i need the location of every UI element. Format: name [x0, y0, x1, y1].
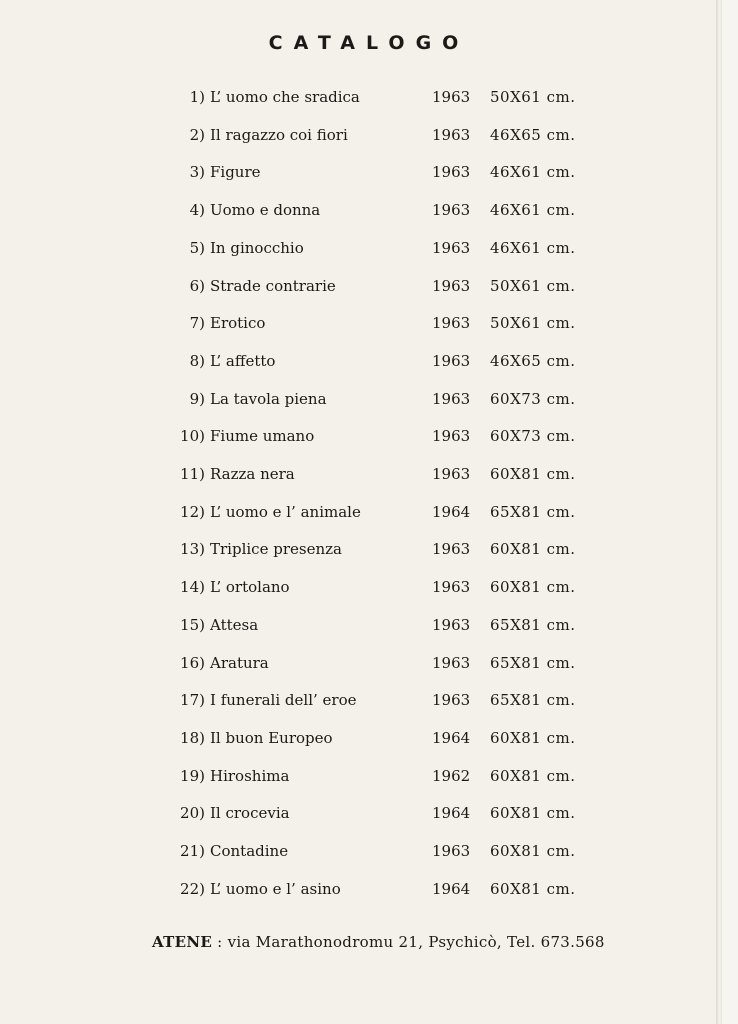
- catalog-item: [0, 880, 738, 906]
- item-year: 1964: [432, 804, 471, 823]
- catalog-item: [0, 352, 738, 378]
- item-number: 14): [180, 578, 205, 597]
- item-year: 1963: [432, 615, 471, 634]
- page-title: CATALOGO: [268, 32, 470, 54]
- item-number: 21): [180, 842, 205, 860]
- item-dimensions: 65X81 cm.: [490, 653, 576, 672]
- catalog-item: [0, 842, 738, 868]
- item-number: 11): [180, 465, 205, 483]
- item-number: 4): [189, 201, 205, 220]
- item-dimensions: 60X81 cm.: [490, 578, 576, 597]
- item-number: 17): [180, 691, 205, 710]
- item-dimensions: 50X61 cm.: [490, 314, 576, 333]
- item-number: 19): [180, 766, 205, 785]
- footer-address-text: via Marathonodromu 21, Psychicò, Tel. 673.568: [227, 933, 605, 951]
- item-number: 5): [189, 238, 205, 257]
- item-number: 20): [180, 804, 205, 823]
- catalog-item: [0, 616, 738, 642]
- catalog-item: [0, 691, 738, 717]
- item-title: Razza nera: [210, 465, 295, 483]
- item-year: 1963: [432, 389, 471, 408]
- item-number: 13): [180, 540, 205, 559]
- item-title: Fiume umano: [210, 427, 315, 446]
- catalog-item: [0, 277, 738, 303]
- item-number: 22): [180, 879, 205, 898]
- catalog-item: [0, 163, 738, 189]
- item-dimensions: 50X61 cm.: [490, 276, 576, 295]
- item-dimensions: 60X81 cm.: [490, 465, 576, 483]
- item-number: 10): [180, 427, 205, 446]
- item-year: 1963: [432, 163, 471, 182]
- item-number: 12): [180, 502, 205, 521]
- footer-address: [152, 933, 605, 951]
- item-dimensions: 50X61 cm.: [490, 88, 576, 106]
- item-title: Attesa: [210, 615, 259, 634]
- item-dimensions: 46X65 cm.: [490, 125, 576, 144]
- item-dimensions: 60X81 cm.: [490, 540, 576, 559]
- item-year: 1963: [432, 351, 471, 370]
- item-title: Triplice presenza: [210, 540, 342, 559]
- catalog-item: [0, 201, 738, 227]
- catalog-item: [0, 767, 738, 793]
- item-title: Aratura: [210, 653, 269, 672]
- catalog-item: [0, 540, 738, 566]
- item-year: 1964: [432, 502, 471, 521]
- catalog-item: [0, 427, 738, 453]
- item-number: 2): [189, 125, 205, 144]
- item-title: Contadine: [210, 842, 289, 860]
- item-dimensions: 46X61 cm.: [490, 201, 576, 220]
- item-title: In ginocchio: [210, 238, 304, 257]
- item-title: L’ uomo e l’ animale: [210, 502, 361, 521]
- item-year: 1963: [432, 465, 471, 483]
- item-year: 1963: [432, 314, 471, 333]
- item-title: Erotico: [210, 314, 266, 333]
- item-title: L’ uomo e l’ asino: [210, 879, 341, 898]
- item-title: La tavola piena: [210, 389, 327, 408]
- item-number: 1): [189, 88, 205, 106]
- item-title: Hiroshima: [210, 766, 290, 785]
- footer-separator: :: [217, 933, 223, 951]
- item-number: 7): [189, 314, 205, 333]
- item-title: Uomo e donna: [210, 201, 321, 220]
- item-dimensions: 60X73 cm.: [490, 427, 576, 446]
- item-number: 9): [189, 389, 205, 408]
- item-number: 3): [189, 163, 205, 182]
- item-dimensions: 65X81 cm.: [490, 615, 576, 634]
- catalog-item: [0, 239, 738, 265]
- item-dimensions: 46X65 cm.: [490, 351, 576, 370]
- item-year: 1964: [432, 879, 471, 898]
- catalog-item: [0, 88, 738, 114]
- item-year: 1963: [432, 691, 471, 710]
- item-dimensions: 65X81 cm.: [490, 502, 576, 521]
- catalog-item: [0, 654, 738, 680]
- item-year: 1962: [432, 766, 471, 785]
- item-title: I funerali dell’ eroe: [210, 691, 357, 710]
- item-title: Strade contrarie: [210, 276, 336, 295]
- item-year: 1963: [432, 201, 471, 220]
- item-year: 1963: [432, 276, 471, 295]
- catalog-item: [0, 314, 738, 340]
- item-number: 8): [189, 351, 205, 370]
- catalog-item: [0, 390, 738, 416]
- item-title: Figure: [210, 163, 261, 182]
- catalog-item: [0, 503, 738, 529]
- catalog-item: [0, 126, 738, 152]
- item-year: 1963: [432, 842, 471, 860]
- item-dimensions: 60X81 cm.: [490, 804, 576, 823]
- item-number: 18): [180, 728, 205, 747]
- item-year: 1963: [432, 125, 471, 144]
- item-dimensions: 60X81 cm.: [490, 842, 576, 860]
- item-title: L’ uomo che sradica: [210, 88, 360, 106]
- item-title: Il buon Europeo: [210, 728, 333, 747]
- item-year: 1963: [432, 88, 471, 106]
- item-year: 1963: [432, 578, 471, 597]
- item-dimensions: 60X81 cm.: [490, 766, 576, 785]
- item-year: 1963: [432, 238, 471, 257]
- item-title: Il ragazzo coi fiori: [210, 125, 348, 144]
- item-year: 1963: [432, 540, 471, 559]
- catalog-item: [0, 578, 738, 604]
- item-year: 1963: [432, 653, 471, 672]
- item-dimensions: 60X73 cm.: [490, 389, 576, 408]
- catalog-item: [0, 465, 738, 491]
- item-dimensions: 46X61 cm.: [490, 238, 576, 257]
- item-number: 15): [180, 615, 205, 634]
- item-title: L’ ortolano: [210, 578, 290, 597]
- item-year: 1963: [432, 427, 471, 446]
- item-title: Il crocevia: [210, 804, 290, 823]
- footer-city: ATENE: [152, 933, 213, 951]
- item-number: 16): [180, 653, 205, 672]
- item-dimensions: 46X61 cm.: [490, 163, 576, 182]
- item-title: L’ affetto: [210, 351, 276, 370]
- item-dimensions: 60X81 cm.: [490, 879, 576, 898]
- catalog-item: [0, 729, 738, 755]
- item-number: 6): [189, 276, 205, 295]
- catalog-item: [0, 804, 738, 830]
- item-dimensions: 65X81 cm.: [490, 691, 576, 710]
- item-dimensions: 60X81 cm.: [490, 728, 576, 747]
- item-year: 1964: [432, 728, 471, 747]
